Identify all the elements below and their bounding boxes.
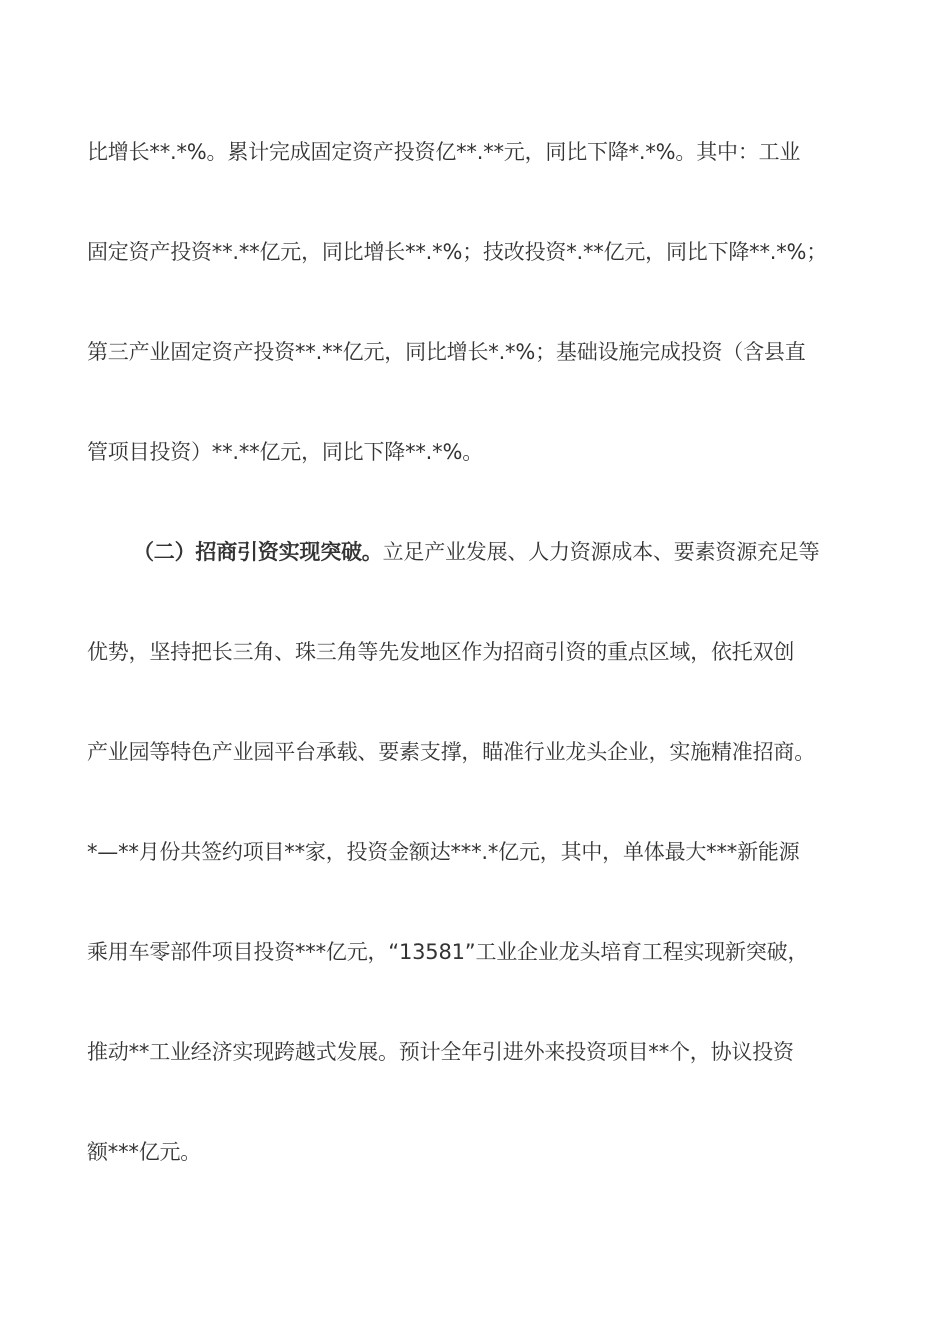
paragraph-2-line-5: 乘用车零部件项目投资***亿元，“13581”工业企业龙头培育工程实现新突破， <box>87 940 809 964</box>
paragraph-1-line-3: 第三产业固定资产投资**.**亿元，同比增长*.*%；基础设施完成投资（含县直 <box>87 340 806 364</box>
paragraph-2-line-6: 推动**工业经济实现跨越式发展。预计全年引进外来投资项目**个，协议投资 <box>87 1040 794 1064</box>
paragraph-2-line-4: *—**月份共签约项目**家，投资金额达***.*亿元，其中，单体最大***新能源 <box>87 840 800 864</box>
paragraph-2-line-7: 额***亿元。 <box>87 1140 202 1164</box>
paragraph-1-line-1: 比增长**.*%。累计完成固定资产投资亿**.**元，同比下降*.*%。其中：工业 <box>87 140 801 164</box>
paragraph-2-line-1-text: 立足产业发展、人力资源成本、要素资源充足等 <box>382 540 820 564</box>
paragraph-2-line-3: 产业园等特色产业园平台承载、要素支撑，瞄准行业龙头企业，实施精准招商。 <box>87 740 815 764</box>
paragraph-1-line-4: 管项目投资）**.**亿元，同比下降**.*%。 <box>87 440 484 464</box>
section-heading: （二）招商引资实现突破。 <box>133 540 383 564</box>
paragraph-1-line-2: 固定资产投资**.**亿元，同比增长**.*%；技改投资*.**亿元，同比下降**.*%； <box>87 240 828 264</box>
paragraph-2-line-2: 优势，坚持把长三角、珠三角等先发地区作为招商引资的重点区域，依托双创 <box>87 640 795 664</box>
paragraph-2-first-line <box>133 537 933 567</box>
